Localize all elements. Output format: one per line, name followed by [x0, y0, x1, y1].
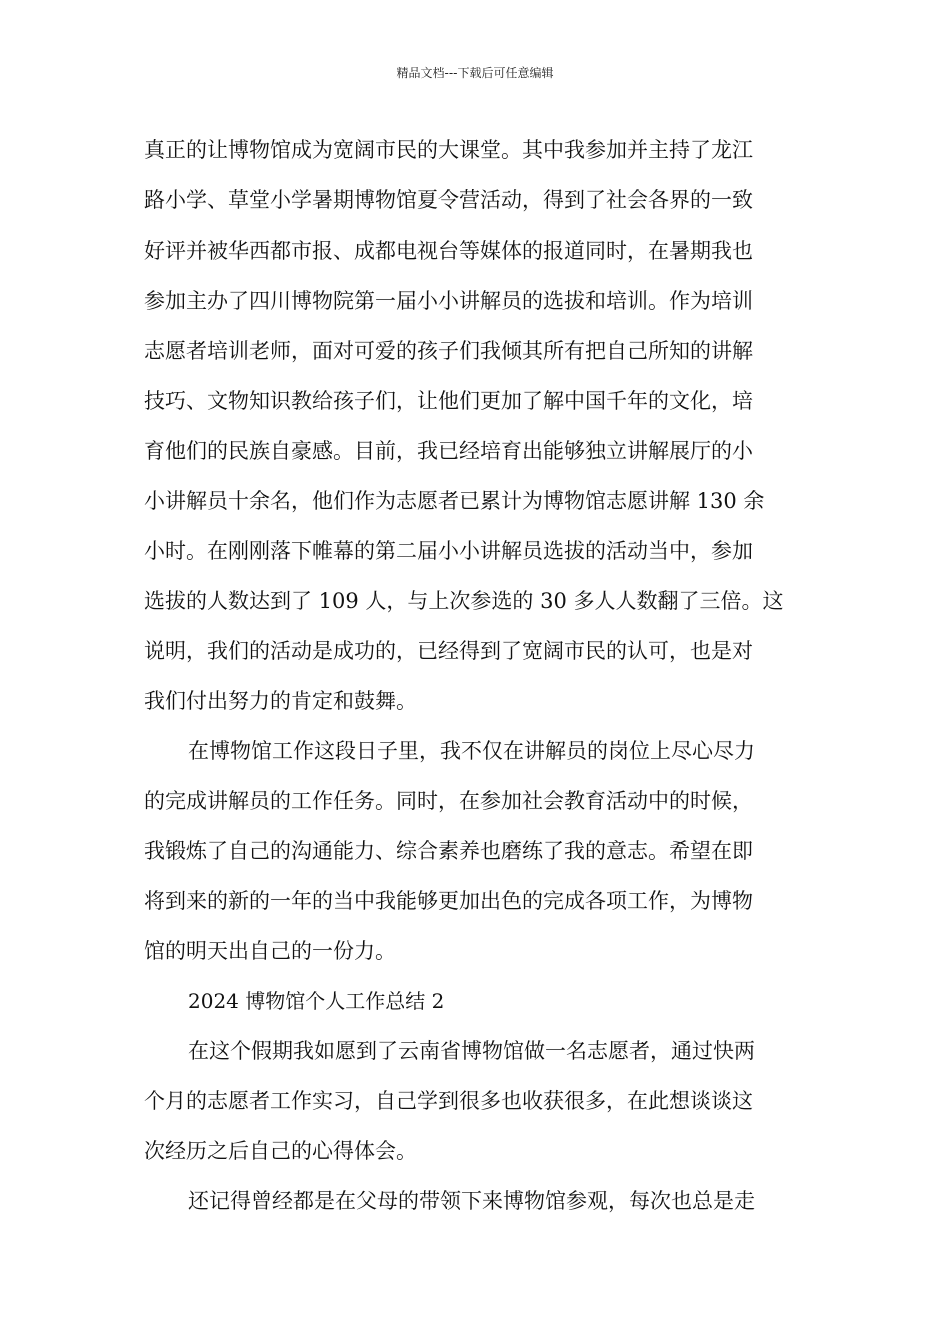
body-line: 馆的明天出自己的一份力。 [144, 939, 396, 963]
body-line: 小时。在刚刚落下帷幕的第二届小小讲解员选拔的活动当中，参加 [144, 539, 753, 563]
body-line: 的完成讲解员的工作任务。同时，在参加社会教育活动中的时候， [144, 789, 753, 813]
body-line: 育他们的民族自豪感。目前，我已经培育出能够独立讲解展厅的小 [144, 439, 753, 463]
section-heading: 2024 博物馆个人工作总结 2 [188, 989, 445, 1013]
body-line: 路小学、草堂小学暑期博物馆夏令营活动，得到了社会各界的一致 [144, 188, 753, 212]
body-line: 个月的志愿者工作实习，自己学到很多也收获很多，在此想谈谈这 [144, 1089, 753, 1113]
body-line: 真正的让博物馆成为宽阔市民的大课堂。其中我参加并主持了龙江 [144, 138, 753, 162]
body-line: 志愿者培训老师，面对可爱的孩子们我倾其所有把自己所知的讲解 [144, 339, 753, 363]
body-line: 次经历之后自己的心得体会。 [144, 1139, 417, 1163]
body-line: 参加主办了四川博物院第一届小小讲解员的选拔和培训。作为培训 [144, 289, 753, 313]
body-line: 在博物馆工作这段日子里，我不仅在讲解员的岗位上尽心尽力 [188, 739, 755, 763]
body-line: 我们付出努力的肯定和鼓舞。 [144, 689, 417, 713]
body-line: 技巧、文物知识教给孩子们，让他们更加了解中国千年的文化，培 [144, 389, 753, 413]
body-line: 小讲解员十余名，他们作为志愿者已累计为博物馆志愿讲解 130 余 [144, 489, 765, 513]
body-line: 将到来的新的一年的当中我能够更加出色的完成各项工作，为博物 [144, 889, 753, 913]
body-line: 说明，我们的活动是成功的，已经得到了宽阔市民的认可，也是对 [144, 639, 753, 663]
body-line: 我锻炼了自己的沟通能力、综合素养也磨练了我的意志。希望在即 [144, 839, 753, 863]
body-line: 好评并被华西都市报、成都电视台等媒体的报道同时，在暑期我也 [144, 239, 753, 263]
page-header: 精品文档---下载后可任意编辑 [396, 66, 554, 80]
body-line: 在这个假期我如愿到了云南省博物馆做一名志愿者，通过快两 [188, 1039, 755, 1063]
body-line: 还记得曾经都是在父母的带领下来博物馆参观，每次也总是走 [188, 1189, 755, 1213]
body-line: 选拔的人数达到了 109 人，与上次参选的 30 多人人数翻了三倍。这 [144, 589, 784, 613]
